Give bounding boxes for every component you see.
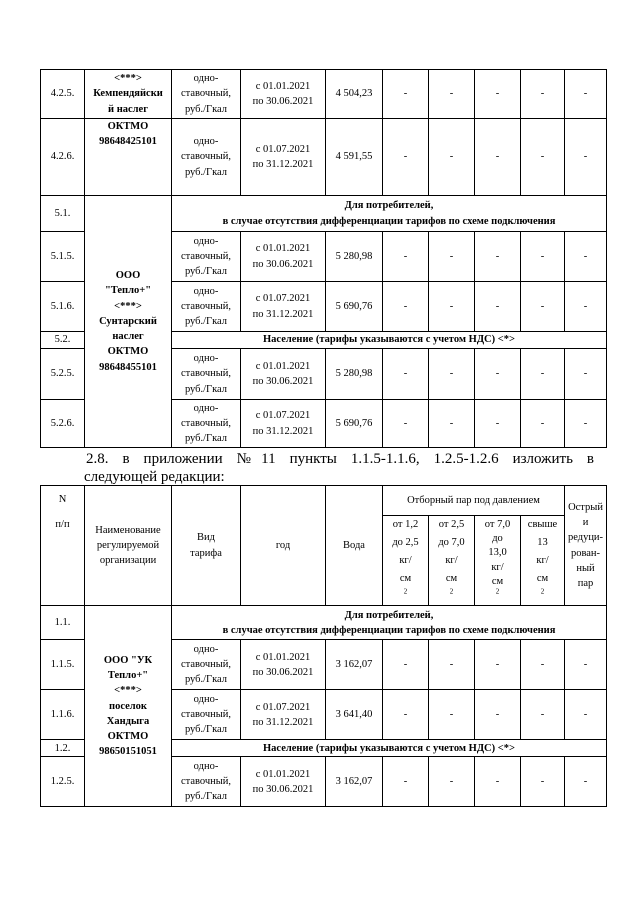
period: с 01.07.2021 по 31.12.2021 xyxy=(241,690,326,740)
period: с 01.07.2021 по 31.12.2021 xyxy=(241,282,326,332)
sharp-steam-value: - xyxy=(565,70,607,119)
steam-value: - xyxy=(521,70,565,119)
header-sharp-steam: Острый и редуци- рован- ный пар xyxy=(565,486,607,606)
steam-value: - xyxy=(521,400,565,448)
header-steam-col: от 2,5 до 7,0 кг/ см $^2$ xyxy=(429,516,475,606)
tariff-type: одно- ставочный, руб./Гкал xyxy=(172,282,241,332)
steam-value: - xyxy=(383,232,429,282)
period: с 01.07.2021 по 31.12.2021 xyxy=(241,119,326,196)
organization-cell: <***> Кемпендяйски й наслег xyxy=(85,70,172,119)
section-header: Для потребителей, в случае отсутствия дифференциации тарифов по схеме подключения xyxy=(172,196,607,232)
sharp-steam-value: - xyxy=(565,640,607,690)
period: с 01.01.2021 по 30.06.2021 xyxy=(241,70,326,119)
tariff-type: одно- ставочный, руб./Гкал xyxy=(172,400,241,448)
header-steam-group: Отборный пар под давлением xyxy=(383,486,565,516)
tariff-type: одно- ставочный, руб./Гкал xyxy=(172,640,241,690)
amendment-paragraph xyxy=(86,450,594,486)
water-value: 5 280,98 xyxy=(326,232,383,282)
steam-value: - xyxy=(429,400,475,448)
period: с 01.01.2021 по 30.06.2021 xyxy=(241,640,326,690)
water-value: 3 641,40 xyxy=(326,690,383,740)
period: с 01.01.2021 по 30.06.2021 xyxy=(241,232,326,282)
row-number: 5.1.6. xyxy=(41,282,85,332)
water-value: 5 280,98 xyxy=(326,349,383,400)
steam-value: - xyxy=(475,282,521,332)
header-tariff-type: Вид тарифа xyxy=(172,486,241,606)
water-value: 3 162,07 xyxy=(326,757,383,807)
tariff-type: одно- ставочный, руб./Гкал xyxy=(172,757,241,807)
sharp-steam-value: - xyxy=(565,757,607,807)
steam-value: - xyxy=(521,757,565,807)
tariff-type: одно- ставочный, руб./Гкал xyxy=(172,232,241,282)
tariff-type: одно- ставочный, руб./Гкал xyxy=(172,690,241,740)
steam-value: - xyxy=(429,232,475,282)
row-number: 4.2.6. xyxy=(41,119,85,196)
steam-value: - xyxy=(383,757,429,807)
steam-value: - xyxy=(475,70,521,119)
row-number: 1.1.6. xyxy=(41,690,85,740)
section-header: Для потребителей, в случае отсутствия дифференциации тарифов по схеме подключения xyxy=(172,606,607,640)
steam-value: - xyxy=(475,640,521,690)
steam-value: - xyxy=(429,70,475,119)
tariff-table-bottom xyxy=(40,485,607,807)
steam-value: - xyxy=(521,232,565,282)
steam-value: - xyxy=(475,690,521,740)
steam-value: - xyxy=(475,232,521,282)
sharp-steam-value: - xyxy=(565,400,607,448)
steam-value: - xyxy=(383,282,429,332)
row-number: 5.1.5. xyxy=(41,232,85,282)
steam-value: - xyxy=(475,349,521,400)
period: с 01.07.2021 по 31.12.2021 xyxy=(241,400,326,448)
steam-value: - xyxy=(521,282,565,332)
period: с 01.01.2021 по 30.06.2021 xyxy=(241,757,326,807)
water-value: 3 162,07 xyxy=(326,640,383,690)
row-number: 5.2.6. xyxy=(41,400,85,448)
tariff-table-top xyxy=(40,69,607,448)
organization-cell: ООО "УК Тепло+" <***> поселок Хандыга ОКТМО 98650151051 xyxy=(85,606,172,807)
steam-value: - xyxy=(521,640,565,690)
row-number: 1.1.5. xyxy=(41,640,85,690)
steam-value: - xyxy=(383,119,429,196)
sharp-steam-value: - xyxy=(565,349,607,400)
steam-value: - xyxy=(383,690,429,740)
amendment-line-2: следующей редакции: xyxy=(84,469,225,485)
row-number: 1.2. xyxy=(41,740,85,757)
section-header: Население (тарифы указываются с учетом НДС) <*> xyxy=(172,740,607,757)
steam-value: - xyxy=(521,119,565,196)
sharp-steam-value: - xyxy=(565,690,607,740)
steam-value: - xyxy=(521,690,565,740)
organization-cell: ООО "Тепло+" <***> Сунтарский наслег ОКТМО 98648455101 xyxy=(85,196,172,448)
row-number: 5.2.5. xyxy=(41,349,85,400)
tariff-type: одно- ставочный, руб./Гкал xyxy=(172,119,241,196)
steam-value: - xyxy=(475,400,521,448)
amendment-line-1: 2.8. в приложении №11 пункты 1.1.5-1.1.6, 1.2.5-1.2.6 изложить в xyxy=(86,451,594,467)
tariff-type: одно- ставочный, руб./Гкал xyxy=(172,349,241,400)
sharp-steam-value: - xyxy=(565,232,607,282)
header-steam-col: от 1,2 до 2,5 кг/ см $^2$ xyxy=(383,516,429,606)
organization-cell: ОКТМО 98648425101 xyxy=(85,119,172,196)
steam-value: - xyxy=(429,690,475,740)
steam-value: - xyxy=(429,757,475,807)
steam-value: - xyxy=(429,640,475,690)
steam-value: - xyxy=(521,349,565,400)
steam-value: - xyxy=(383,640,429,690)
header-organization: Наименование регулируемой организации xyxy=(85,486,172,606)
steam-value: - xyxy=(475,119,521,196)
steam-value: - xyxy=(383,400,429,448)
row-number: 1.2.5. xyxy=(41,757,85,807)
water-value: 5 690,76 xyxy=(326,282,383,332)
row-number: 1.1. xyxy=(41,606,85,640)
row-number: 5.2. xyxy=(41,332,85,349)
water-value: 5 690,76 xyxy=(326,400,383,448)
water-value: 4 591,55 xyxy=(326,119,383,196)
water-value: 4 504,23 xyxy=(326,70,383,119)
sharp-steam-value: - xyxy=(565,282,607,332)
tariff-type: одно- ставочный, руб./Гкал xyxy=(172,70,241,119)
sharp-steam-value: - xyxy=(565,119,607,196)
steam-value: - xyxy=(429,119,475,196)
period: с 01.01.2021 по 30.06.2021 xyxy=(241,349,326,400)
row-number: 4.2.5. xyxy=(41,70,85,119)
steam-value: - xyxy=(429,349,475,400)
steam-value: - xyxy=(383,70,429,119)
header-steam-col: свыше 13 кг/ см $^2$ xyxy=(521,516,565,606)
header-water: Вода xyxy=(326,486,383,606)
section-header: Население (тарифы указываются с учетом НДС) <*> xyxy=(172,332,607,349)
header-steam-col: от 7,0 до 13,0 кг/ см $^2$ xyxy=(475,516,521,606)
steam-value: - xyxy=(383,349,429,400)
row-number: 5.1. xyxy=(41,196,85,232)
steam-value: - xyxy=(475,757,521,807)
steam-value: - xyxy=(429,282,475,332)
header-number: N п/п xyxy=(41,486,85,606)
header-year: год xyxy=(241,486,326,606)
